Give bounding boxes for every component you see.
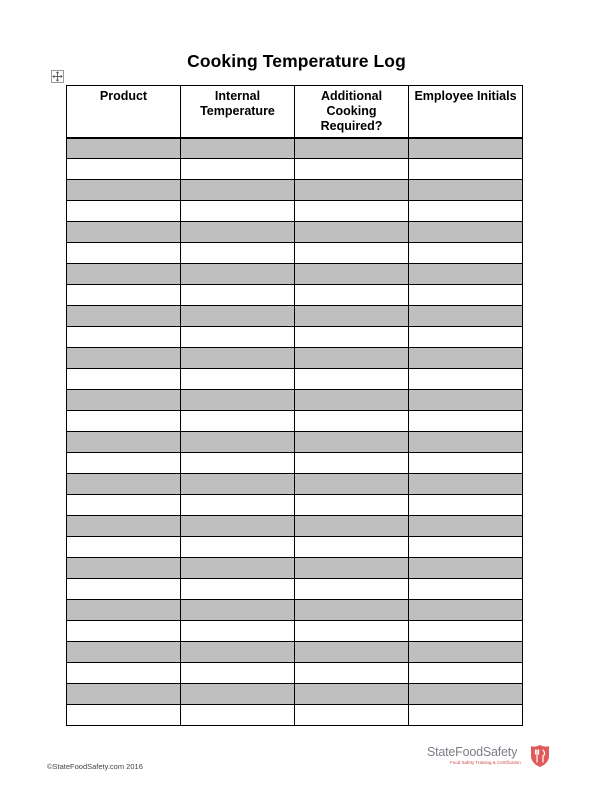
table-cell[interactable] xyxy=(409,327,523,348)
table-cell[interactable] xyxy=(67,390,181,411)
table-cell[interactable] xyxy=(409,432,523,453)
table-row xyxy=(67,243,523,264)
table-cell[interactable] xyxy=(67,369,181,390)
table-cell[interactable] xyxy=(181,558,295,579)
table-cell[interactable] xyxy=(67,201,181,222)
table-cell[interactable] xyxy=(181,222,295,243)
table-cell[interactable] xyxy=(181,159,295,180)
table-cell[interactable] xyxy=(181,411,295,432)
table-cell[interactable] xyxy=(67,285,181,306)
table-cell[interactable] xyxy=(295,663,409,684)
table-cell[interactable] xyxy=(181,432,295,453)
table-cell[interactable] xyxy=(295,495,409,516)
table-cell[interactable] xyxy=(409,180,523,201)
table-cell[interactable] xyxy=(295,621,409,642)
table-row xyxy=(67,327,523,348)
table-row xyxy=(67,537,523,558)
table-cell[interactable] xyxy=(67,579,181,600)
table-row xyxy=(67,432,523,453)
table-cell[interactable] xyxy=(181,621,295,642)
table-row xyxy=(67,621,523,642)
table-cell[interactable] xyxy=(295,600,409,621)
table-cell[interactable] xyxy=(181,537,295,558)
table-cell[interactable] xyxy=(181,705,295,726)
table-cell[interactable] xyxy=(295,180,409,201)
table-row xyxy=(67,474,523,495)
table-cell[interactable] xyxy=(409,285,523,306)
table-cell[interactable] xyxy=(295,159,409,180)
table-row xyxy=(67,369,523,390)
copyright-text: ©StateFoodSafety.com 2016 xyxy=(47,762,143,771)
table-cell[interactable] xyxy=(295,642,409,663)
table-cell[interactable] xyxy=(67,180,181,201)
move-arrows-icon[interactable] xyxy=(51,70,64,83)
table-cell[interactable] xyxy=(67,705,181,726)
table-header-row xyxy=(67,86,523,138)
table-cell[interactable] xyxy=(409,159,523,180)
table-cell[interactable] xyxy=(295,684,409,705)
table-row xyxy=(67,495,523,516)
table-cell[interactable] xyxy=(181,579,295,600)
table-cell[interactable] xyxy=(295,285,409,306)
table-cell[interactable] xyxy=(295,222,409,243)
table-row xyxy=(67,684,523,705)
table-cell[interactable] xyxy=(67,138,181,159)
table-cell[interactable] xyxy=(181,684,295,705)
table-row xyxy=(67,348,523,369)
table-cell[interactable] xyxy=(67,159,181,180)
table-cell[interactable] xyxy=(181,642,295,663)
table-cell[interactable] xyxy=(67,621,181,642)
table-cell[interactable] xyxy=(409,663,523,684)
table-cell[interactable] xyxy=(67,411,181,432)
table-cell[interactable] xyxy=(409,537,523,558)
table-cell[interactable] xyxy=(181,243,295,264)
table-cell[interactable] xyxy=(409,705,523,726)
brand-tagline: Food Safety Training & Certification xyxy=(450,760,521,765)
table-cell[interactable] xyxy=(181,138,295,159)
table-cell[interactable] xyxy=(181,390,295,411)
table-cell[interactable] xyxy=(67,264,181,285)
table-cell[interactable] xyxy=(67,663,181,684)
table-row xyxy=(67,285,523,306)
table-cell[interactable] xyxy=(295,705,409,726)
table-cell[interactable] xyxy=(409,474,523,495)
table-cell[interactable] xyxy=(295,348,409,369)
table-cell[interactable] xyxy=(67,684,181,705)
header-internal-temperature: Internal Temperature xyxy=(181,86,295,138)
table-row xyxy=(67,453,523,474)
header-additional-cooking: Additional Cooking Required? xyxy=(295,86,409,138)
table-cell[interactable] xyxy=(409,684,523,705)
table-cell[interactable] xyxy=(409,369,523,390)
table-cell[interactable] xyxy=(181,306,295,327)
table-cell[interactable] xyxy=(409,411,523,432)
table-row xyxy=(67,159,523,180)
table-cell[interactable] xyxy=(181,663,295,684)
brand-logo xyxy=(427,745,552,769)
table-cell[interactable] xyxy=(67,642,181,663)
table-cell[interactable] xyxy=(181,327,295,348)
table-cell[interactable] xyxy=(67,327,181,348)
table-cell[interactable] xyxy=(295,453,409,474)
table-row xyxy=(67,705,523,726)
table-cell[interactable] xyxy=(409,138,523,159)
table-cell[interactable] xyxy=(295,516,409,537)
table-cell[interactable] xyxy=(181,180,295,201)
table-cell[interactable] xyxy=(67,243,181,264)
table-cell[interactable] xyxy=(67,495,181,516)
table-cell[interactable] xyxy=(409,264,523,285)
table-cell[interactable] xyxy=(67,432,181,453)
table-cell[interactable] xyxy=(295,411,409,432)
table-body xyxy=(67,138,523,726)
table-cell[interactable] xyxy=(67,558,181,579)
table-cell[interactable] xyxy=(409,453,523,474)
table-cell[interactable] xyxy=(67,306,181,327)
table-row xyxy=(67,516,523,537)
brand-name: StateFoodSafety xyxy=(427,745,518,759)
table-cell[interactable] xyxy=(409,516,523,537)
table-cell[interactable] xyxy=(409,390,523,411)
table-cell[interactable] xyxy=(409,558,523,579)
table-cell[interactable] xyxy=(67,600,181,621)
table-cell[interactable] xyxy=(409,600,523,621)
table-cell[interactable] xyxy=(409,642,523,663)
table-cell[interactable] xyxy=(295,138,409,159)
table-cell[interactable] xyxy=(409,621,523,642)
header-product: Product xyxy=(67,86,181,138)
table-row xyxy=(67,264,523,285)
table-cell[interactable] xyxy=(181,516,295,537)
table-cell[interactable] xyxy=(409,243,523,264)
table-cell[interactable] xyxy=(409,222,523,243)
table-cell[interactable] xyxy=(181,495,295,516)
table-row xyxy=(67,138,523,159)
table-cell[interactable] xyxy=(181,369,295,390)
table-cell[interactable] xyxy=(409,201,523,222)
header-employee-initials: Employee Initials xyxy=(409,86,523,138)
table-cell[interactable] xyxy=(181,453,295,474)
table-cell[interactable] xyxy=(409,495,523,516)
table-row xyxy=(67,306,523,327)
table-row xyxy=(67,600,523,621)
table-cell[interactable] xyxy=(409,306,523,327)
table-cell[interactable] xyxy=(181,600,295,621)
table-cell[interactable] xyxy=(295,327,409,348)
table-row xyxy=(67,411,523,432)
table-row xyxy=(67,558,523,579)
table-cell[interactable] xyxy=(181,264,295,285)
table-row xyxy=(67,642,523,663)
table-cell[interactable] xyxy=(295,537,409,558)
table-cell[interactable] xyxy=(67,348,181,369)
table-cell[interactable] xyxy=(67,453,181,474)
table-cell[interactable] xyxy=(181,201,295,222)
table-row xyxy=(67,579,523,600)
table-cell[interactable] xyxy=(295,474,409,495)
page-title: Cooking Temperature Log xyxy=(187,51,406,71)
temperature-log-table xyxy=(66,85,523,726)
table-cell[interactable] xyxy=(295,390,409,411)
table-cell[interactable] xyxy=(295,264,409,285)
table-row xyxy=(67,201,523,222)
table-cell[interactable] xyxy=(181,285,295,306)
table-cell[interactable] xyxy=(295,201,409,222)
table-cell[interactable] xyxy=(67,222,181,243)
table-cell[interactable] xyxy=(295,432,409,453)
table-cell[interactable] xyxy=(67,537,181,558)
table-row xyxy=(67,180,523,201)
table-cell[interactable] xyxy=(181,474,295,495)
table-cell[interactable] xyxy=(409,579,523,600)
table-cell[interactable] xyxy=(181,348,295,369)
table-cell[interactable] xyxy=(295,306,409,327)
table-row xyxy=(67,390,523,411)
table-cell[interactable] xyxy=(67,474,181,495)
table-row xyxy=(67,222,523,243)
table-cell[interactable] xyxy=(295,243,409,264)
table-row xyxy=(67,663,523,684)
table-cell[interactable] xyxy=(295,558,409,579)
table-cell[interactable] xyxy=(67,516,181,537)
table-cell[interactable] xyxy=(295,369,409,390)
chef-hat-fork-knife-icon xyxy=(530,744,550,768)
table-cell[interactable] xyxy=(409,348,523,369)
table-cell[interactable] xyxy=(295,579,409,600)
